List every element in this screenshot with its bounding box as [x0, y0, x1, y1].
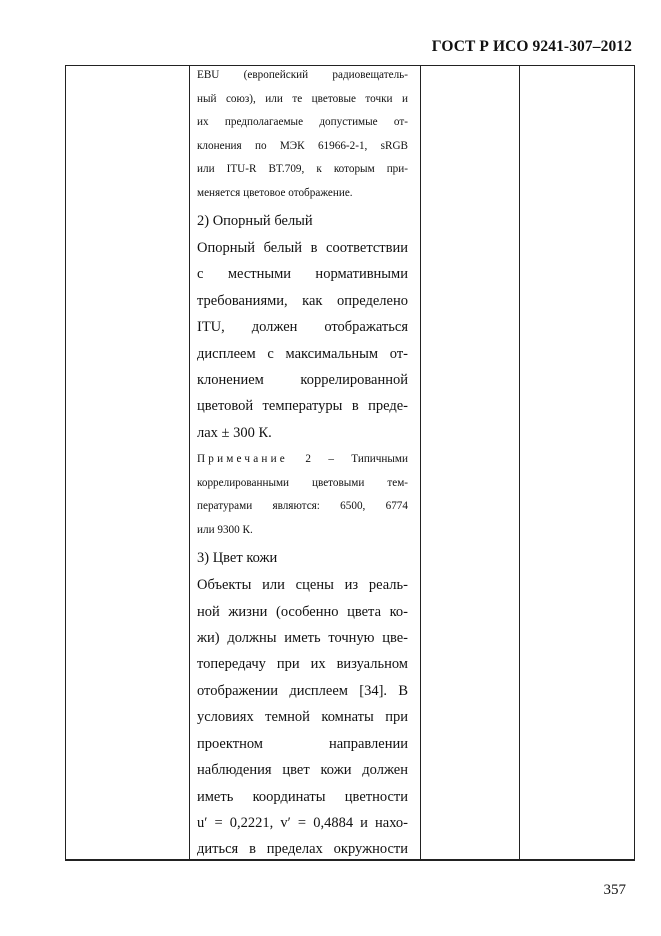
text-line: наблюдения цвет кожи должен: [197, 762, 408, 779]
text-line: их предполагаемые допустимые от-: [197, 116, 408, 128]
note-text: 2 – Типичными: [305, 453, 408, 466]
text-line: пературами являются: 6500, 6774: [197, 500, 408, 513]
text-line: иметь координаты цветности: [197, 788, 408, 805]
text-line: или ITU-R BT.709, к которым при-: [197, 163, 408, 175]
text-line: диться в пределах окружности: [197, 841, 408, 858]
text-line: условиях темной комнаты при: [197, 709, 408, 726]
column-border-1: [65, 65, 66, 861]
intro-paragraph: [197, 64, 408, 205]
text-line: ный союз), или те цветовые точки и: [197, 92, 408, 105]
page-number: 357: [603, 882, 626, 898]
section-3-paragraph: [197, 572, 408, 862]
text-line: требованиями, как определено: [197, 292, 408, 309]
text-line: или 9300 К.: [197, 523, 253, 536]
text-line: цветовой температуры в преде-: [197, 398, 408, 415]
text-line: ной жизни (особенно цвета ко-: [197, 603, 408, 620]
note-paragraph: [197, 448, 408, 542]
text-line: топередачу при их визуальном: [197, 656, 408, 673]
note-label: Примечание: [197, 453, 288, 466]
text-line: дисплеем с максимальным от-: [197, 345, 408, 362]
text-line: коррелированными цветовыми тем-: [197, 476, 408, 489]
section-2-heading: 2) Опорный белый: [197, 213, 313, 229]
text-line: жи) должны иметь точную цве-: [197, 630, 408, 647]
column-border-4: [519, 65, 520, 861]
text-line: с местными нормативными: [197, 266, 408, 283]
text-line: клонением коррелированной: [197, 372, 408, 389]
text-line: проектном направлении: [197, 735, 408, 752]
text-line: отображении дисплеем [34]. В: [197, 682, 408, 699]
text-line: EBU (европейский радиовещатель-: [197, 69, 408, 81]
text-line: ITU, должен отображаться: [197, 319, 408, 336]
text-line: u′ = 0,2221, v′ = 0,4884 и нахо-: [197, 814, 408, 831]
text-line: клонения по МЭК 61966-2-1, sRGB: [197, 139, 408, 152]
text-line: лах ± 300 К.: [197, 424, 272, 441]
text-line: Объекты или сцены из реаль-: [197, 577, 408, 594]
document-header: ГОСТ Р ИСО 9241-307–2012: [431, 38, 632, 55]
requirements-cell: [197, 64, 408, 863]
text-line: Опорный белый в соответствии: [197, 240, 408, 256]
column-border-3: [420, 65, 421, 861]
text-line: меняется цветовое отображение.: [197, 186, 353, 199]
section-3-heading: 3) Цвет кожи: [197, 550, 278, 567]
text-line: [197, 448, 408, 472]
section-2-paragraph: [197, 235, 408, 446]
column-border-5: [634, 65, 635, 861]
column-border-2: [189, 65, 190, 861]
